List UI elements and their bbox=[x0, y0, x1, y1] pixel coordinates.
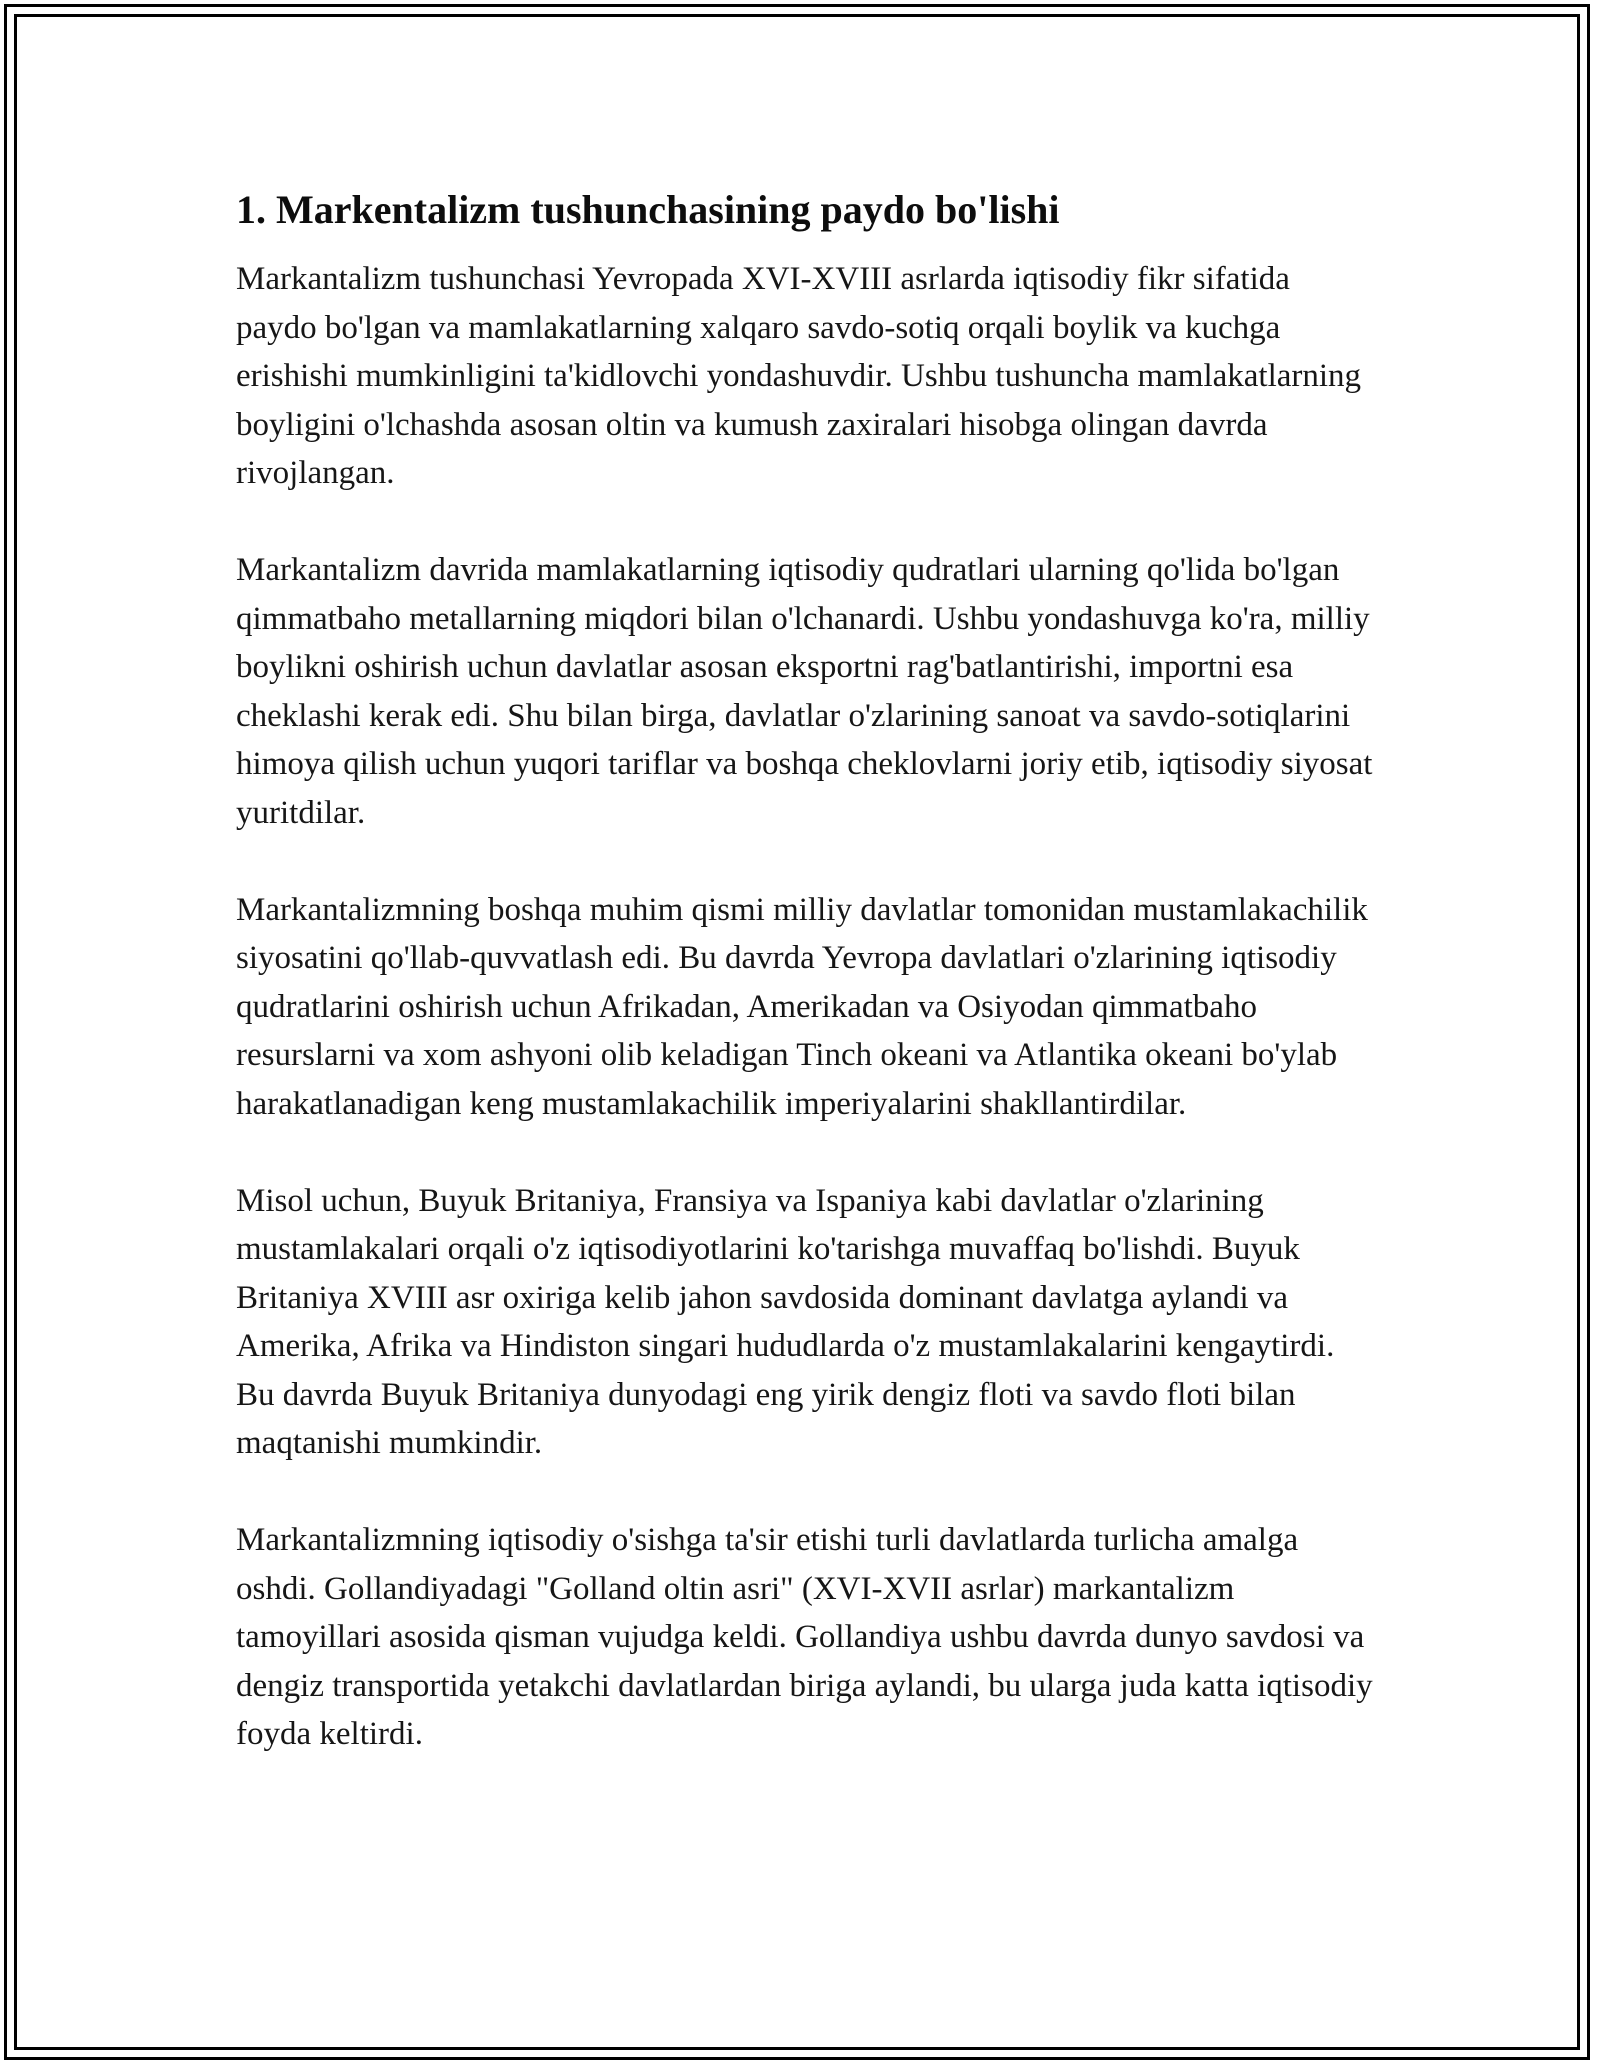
section-heading: 1. Markentalizm tushunchasining paydo bo'lishi bbox=[236, 187, 1060, 232]
paragraph-2: Markantalizm davrida mamlakatlarning iqtisodiy qudratlari ularning qo'lida bo'lgan qimmatbaho metallarning miqdori bilan o'lchanardi. Ushbu yondashuvga ko'ra, milliy boylikni oshirish uchun davlatlar asosan eksportni rag'batlantirishi, importni esa cheklashi kerak edi. Shu bilan birga, davlatlar o'zlarining sanoat va savdo-sotiqlarini himoya qilish uchun yuqori tariflar va boshqa cheklovlarni joriy etib, iqtisodiy siyosat yuritdilar. bbox=[236, 552, 1373, 831]
paragraph-5: Markantalizmning iqtisodiy o'sishga ta'sir etishi turli davlatlarda turlicha amalga oshdi. Gollandiyadagi "Golland oltin asri" (XVI-XVII asrlar) markantalizm tamoyillari asosida qisman vujudga keldi. Gollandiya ushbu davrda dunyo savdosi va dengiz transportida yetakchi davlatlardan biriga aylandi, bu ularga juda katta iqtisodiy foyda keltirdi. bbox=[236, 1522, 1373, 1752]
paragraph-3: Markantalizmning boshqa muhim qismi milliy davlatlar tomonidan mustamlakachilik siyosatini qo'llab-quvvatlash edi. Bu davrda Yevropa davlatlari o'zlarining iqtisodiy qudratlarini oshirish uchun Afrikadan, Amerikadan va Osiyodan qimmatbaho resurslarni va xom ashyoni olib keladigan Tinch okeani va Atlantika okeani bo'ylab harakatlanadigan keng mustamlakachilik imperiyalarini shakllantirdilar. bbox=[236, 891, 1368, 1122]
document-body bbox=[236, 186, 1376, 1759]
paragraph-4: Misol uchun, Buyuk Britaniya, Fransiya va Ispaniya kabi davlatlar o'zlarining mustamlakalari orqali o'z iqtisodiyotlarini ko'tarishga muvaffaq bo'lishdi. Buyuk Britaniya XVIII asr oxiriga kelib jahon savdosida dominant davlatga aylandi va Amerika, Afrika va Hindiston singari hududlarda o'z mustamlakalarini kengaytirdi. Bu davrda Buyuk Britaniya dunyodagi eng yirik dengiz floti va savdo floti bilan maqtanishi mumkindir. bbox=[236, 1182, 1335, 1461]
paragraph-1: Markantalizm tushunchasi Yevropada XVI-XVIII asrlarda iqtisodiy fikr sifatida paydo bo'lgan va mamlakatlarning xalqaro savdo-sotiq orqali boylik va kuchga erishishi mumkinligini ta'kidlovchi yondashuvdir. Ushbu tushuncha mamlakatlarning boyligini o'lchashda asosan oltin va kumush zaxiralari hisobga olingan davrda rivojlangan. bbox=[236, 261, 1362, 491]
